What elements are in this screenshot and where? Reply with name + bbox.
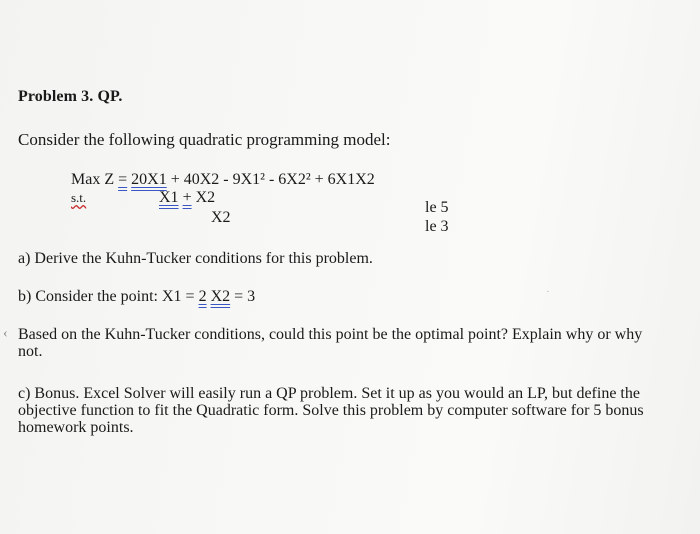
part-a-question: a) Derive the Kuhn-Tucker conditions for this problem. xyxy=(18,250,373,267)
part-b-point xyxy=(18,288,255,306)
part-b-x1-value: 2 xyxy=(198,288,207,305)
part-b-prefix: b) Consider the point: X1 = xyxy=(18,288,199,305)
constraint-1-rhs: le 5 xyxy=(425,199,449,216)
constraint-1-op: + xyxy=(182,189,192,206)
constraint-2-rhs: le 3 xyxy=(425,218,449,235)
margin-mark: ‹ xyxy=(3,326,8,341)
paper-speck: · xyxy=(546,286,550,298)
problem-title: Problem 3. QP. xyxy=(18,88,123,105)
objective-equals: = xyxy=(118,171,128,188)
objective-function xyxy=(71,171,375,189)
part-b-x2-label: X2 xyxy=(210,288,231,305)
objective-first-term: 20X1 xyxy=(131,171,167,188)
subject-to-label: s.t. xyxy=(71,190,87,205)
problem-intro: Consider the following quadratic programming model: xyxy=(18,130,391,149)
constraint-1-rest: X2 xyxy=(191,189,216,206)
constraint-1-var: X1 xyxy=(159,189,179,206)
part-b-suffix: = 3 xyxy=(230,288,256,305)
objective-prefix: Max Z xyxy=(71,171,115,188)
constraint-2-lhs: X2 xyxy=(211,209,231,226)
constraint-1-lhs xyxy=(159,189,215,207)
objective-rest: + 40X2 - 9X1² - 6X2² + 6X1X2 xyxy=(166,171,375,188)
part-c-bonus: c) Bonus. Excel Solver will easily run a QP problem. Set it up as you would an LP, but define the objective function to fit the Quadratic form. Solve this problem by computer software for 5 bonus homework points. xyxy=(18,385,644,436)
part-b-question: Based on the Kuhn-Tucker conditions, could this point be the optimal point? Explain why or why not. xyxy=(18,326,643,360)
